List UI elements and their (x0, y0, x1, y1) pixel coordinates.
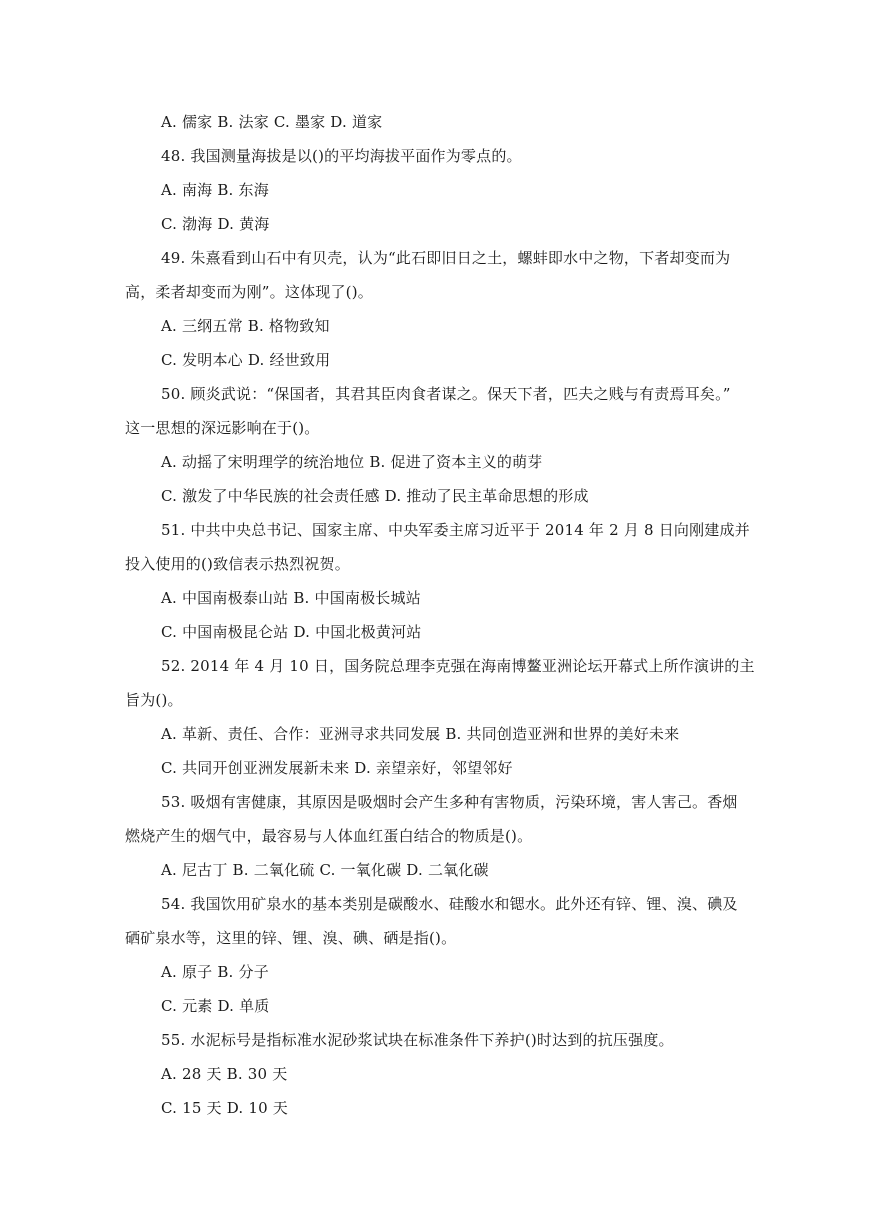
answer-options-55-ab: A. 28 天 B. 30 天 (161, 1065, 288, 1083)
answer-options-48-ab: A. 南海 B. 东海 (161, 181, 269, 199)
question-51-line-2: 投入使用的()致信表示热烈祝贺。 (125, 555, 350, 573)
question-53-line-2: 燃烧产生的烟气中，最容易与人体血红蛋白结合的物质是()。 (125, 827, 533, 845)
question-54-line-2: 硒矿泉水等，这里的锌、锂、溴、碘、硒是指()。 (125, 929, 457, 947)
question-49-line-2: 高，柔者却变而为刚”。这体现了()。 (125, 283, 373, 301)
answer-options-52-ab: A. 革新、责任、合作：亚洲寻求共同发展 B. 共同创造亚洲和世界的美好未来 (161, 725, 680, 743)
question-48: 48. 我国测量海拔是以()的平均海拔平面作为零点的。 (161, 147, 522, 165)
question-53-line-1: 53. 吸烟有害健康，其原因是吸烟时会产生多种有害物质，污染环境，害人害己。香烟 (161, 793, 738, 811)
question-52-line-1: 52. 2014 年 4 月 10 日，国务院总理李克强在海南博鳌亚洲论坛开幕式上所作演讲的主 (161, 657, 755, 675)
question-49-line-1: 49. 朱熹看到山石中有贝壳，认为“此石即旧日之土，螺蚌即水中之物，下者却变而为 (161, 249, 731, 267)
answer-options-54-cd: C. 元素 D. 单质 (161, 997, 270, 1015)
answer-options-53: A. 尼古丁 B. 二氧化硫 C. 一氧化碳 D. 二氧化碳 (161, 861, 489, 879)
answer-options-55-cd: C. 15 天 D. 10 天 (161, 1099, 288, 1117)
answer-options-51-ab: A. 中国南极泰山站 B. 中国南极长城站 (161, 589, 421, 607)
answer-options-54-ab: A. 原子 B. 分子 (161, 963, 269, 981)
answer-options-52-cd: C. 共同开创亚洲发展新未来 D. 亲望亲好，邻望邻好 (161, 759, 513, 777)
answer-options-50-ab: A. 动摇了宋明理学的统治地位 B. 促进了资本主义的萌芽 (161, 453, 543, 471)
question-50-line-2: 这一思想的深远影响在于()。 (125, 419, 320, 437)
answer-options-49-cd: C. 发明本心 D. 经世致用 (161, 351, 331, 369)
answer-options-48-cd: C. 渤海 D. 黄海 (161, 215, 270, 233)
question-52-line-2: 旨为()。 (125, 691, 183, 709)
question-55: 55. 水泥标号是指标准水泥砂浆试块在标准条件下养护()时达到的抗压强度。 (161, 1031, 674, 1049)
answer-options-50-cd: C. 激发了中华民族的社会责任感 D. 推动了民主革命思想的形成 (161, 487, 589, 505)
question-54-line-1: 54. 我国饮用矿泉水的基本类别是碳酸水、硅酸水和锶水。此外还有锌、锂、溴、碘及 (161, 895, 738, 913)
question-50-line-1: 50. 顾炎武说：“保国者，其君其臣肉食者谋之。保天下者，匹夫之贱与有责焉耳矣。” (161, 385, 731, 403)
answer-options-47: A. 儒家 B. 法家 C. 墨家 D. 道家 (161, 113, 383, 131)
question-51-line-1: 51. 中共中央总书记、国家主席、中央军委主席习近平于 2014 年 2 月 8 日向刚建成并 (161, 521, 750, 539)
answer-options-49-ab: A. 三纲五常 B. 格物致知 (161, 317, 330, 335)
answer-options-51-cd: C. 中国南极昆仑站 D. 中国北极黄河站 (161, 623, 422, 641)
